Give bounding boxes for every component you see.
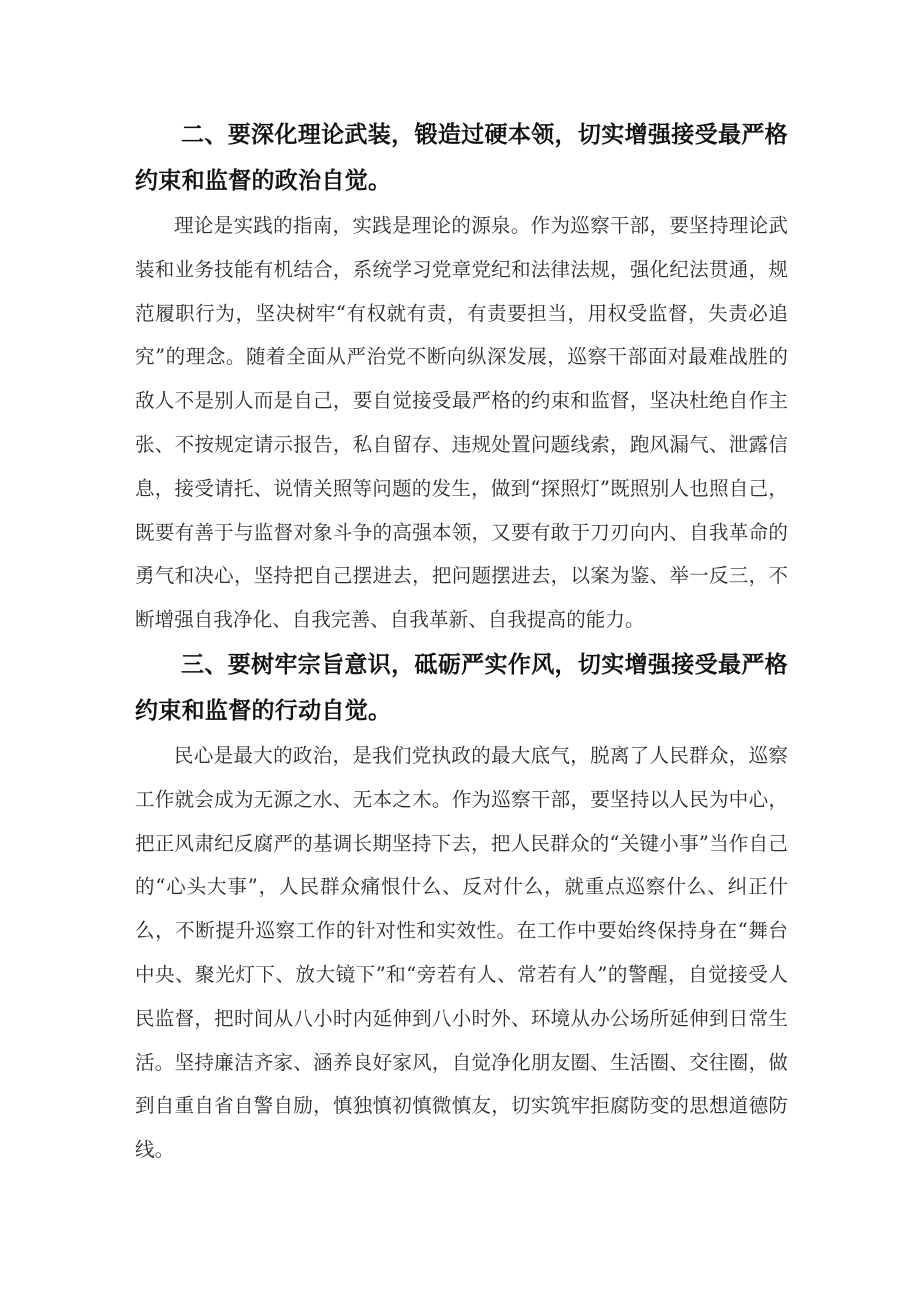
section-3-paragraph: 民心是最大的政治，是我们党执政的最大底气，脱离了人民群众，巡察工作就会成为无源之水、无本之木。作为巡察干部，要坚持以人民为中心，把正风肃纪反腐严的基调长期坚持下去，把人民群众的“关键小事”当作自己的“心头大事”，人民群众痛恨什么、反对什么，就重点巡察什么、纠正什么，不断提升巡察工作的针对性和实效性。在工作中要始终保持身在“舞台中央、聚光灯下、放大镜下”和“旁若有人、常若有人”的警醒，自觉接受人民监督，把时间从八小时内延伸到八小时外、环境从办公场所延伸到日常生活。坚持廉洁齐家、涵养良好家风，自觉净化朋友圈、生活圈、交往圈，做到自重自省自警自励，慎独慎初慎微慎友，切实筑牢拒腐防变的思想道德防线。 bbox=[135, 743, 788, 1162]
document-body bbox=[135, 112, 788, 1172]
section-3-heading: 三、要树牢宗旨意识，砥砺严实作风，切实增强接受最严格约束和监督的行动自觉。 bbox=[135, 651, 788, 724]
section-2-paragraph: 理论是实践的指南，实践是理论的源泉。作为巡察干部，要坚持理论武装和业务技能有机结合，系统学习党章党纪和法律法规，强化纪法贯通，规范履职行为，坚决树牢“有权就有责，有责要担当，用权受监督，失责必追究”的理念。随着全面从严治党不断向纵深发展，巡察干部面对最难战胜的敌人不是别人而是自己，要自觉接受最严格的约束和监督，坚决杜绝自作主张、不按规定请示报告，私自留存、违规处置问题线索，跑风漏气、泄露信息，接受请托、说情关照等问题的发生，做到“探照灯”既照别人也照自己，既要有善于与监督对象斗争的高强本领，又要有敢于刀刃向内、自我革命的勇气和决心，坚持把自己摆进去，把问题摆进去，以案为鉴、举一反三，不断增强自我净化、自我完善、自我革新、自我提高的能力。 bbox=[135, 214, 788, 632]
section-2-heading: 二、要深化理论武装，锻造过硬本领，切实增强接受最严格约束和监督的政治自觉。 bbox=[135, 122, 788, 194]
